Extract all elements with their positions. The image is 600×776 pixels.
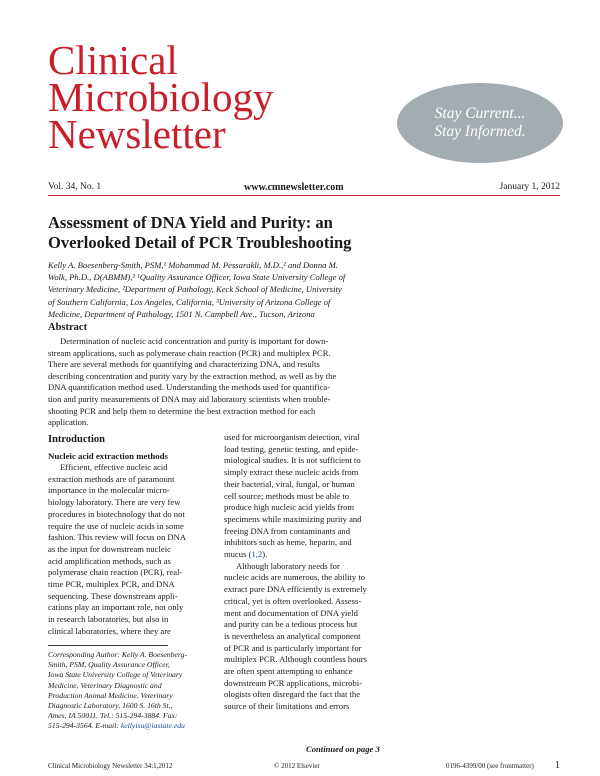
body-line: Although laboratory needs for [236,560,340,571]
body-line: simply extract these nucleic acids from [224,467,359,478]
body-line: fashion. This review will focus on DNA [48,532,187,543]
body-line: in research laboratories, but also in [48,614,169,625]
abstract-line: stream applications, such as polymerase chain reaction (PCR) and multiplex PCR. [48,347,331,358]
correspondence-line: Ames, IA 50011. Tel.: 515-294-3884. Fax: [48,711,178,721]
body-line: nucleic acids are numerous, the ability to [224,572,366,583]
body-column-left [48,462,216,638]
author-line: Wolk, Ph.D., D(ABMM),³ ¹Quality Assurance Officer, Iowa State University College of [48,272,346,283]
body-line: Efficient, effective nucleic acid [60,462,168,472]
body-line: multiplex PCR. Although countless hours [224,654,367,665]
body-line: importance in the molecular micro- [48,485,170,496]
body-line: clinical laboratories, where they are [48,625,171,636]
body-line: and purity can be a tedious process but [224,619,358,630]
intro-heading: Introduction [48,434,105,445]
masthead-title [48,37,348,157]
body-line: is nevertheless an analytical component [224,630,361,641]
abstract-line: tion and purity measurements of DNA may aid laboratory scientists when trouble- [48,393,331,404]
body-line: are often spent attempting to enhance [224,666,353,677]
body-line: produce high nucleic acid yields from [224,502,355,513]
body-line: miological studies. It is not sufficient to [224,455,361,466]
footnote-divider [48,645,168,646]
body-line: as the input for downstream nucleic [48,543,171,554]
correspondence-line: Diagnostic Laboratory, 1600 S. 16th St., [48,701,173,711]
tagline-line: Stay Informed. [434,123,526,140]
tagline-badge [397,83,563,163]
citation-link[interactable]: 1,2 [251,549,263,560]
author-line: Veterinary Medicine, ²Department of Pathology, Keck School of Medicine, University [48,284,342,295]
issue-date: January 1, 2012 [499,182,560,192]
correspondence-line [48,721,218,731]
article-title [48,213,378,253]
correspondence-prefix: 515-294-3564. E-mail: [48,721,121,731]
footer-issn: 0196-4399/00 (see frontmatter) [446,762,534,770]
body-line: source of their limitations and errors [224,701,350,712]
body-line: extract pure DNA efficiently is extremely [224,584,367,595]
issue-bar [48,178,560,196]
body-line: cell source; methods must be able to [224,490,350,501]
body-line: critical, yet is often overlooked. Assess- [224,595,362,606]
body-line: used for microorganism detection, viral [224,432,360,442]
body-line: downstream PCR applications, microbi- [224,677,362,688]
body-line: ment and documentation of DNA yield [224,607,358,618]
body-line: polymerase chain reaction (PCR), real- [48,567,183,578]
body-line: acid amplification methods, such as [48,555,171,566]
correspondence-line: Medicine, Veterinary Diagnostic and [48,680,162,690]
correspondence-line: Corresponding Author: Kelly A. Boesenberg- [48,650,188,659]
title-line: Overlooked Detail of PCR Troubleshooting [48,233,352,252]
abstract-line: Determination of nucleic acid concentration and purity is important for down- [60,336,329,346]
citation-prefix: mucus ( [224,549,252,560]
body-line: specimens while maximizing purity and [224,513,362,524]
correspondence-line: Production Animal Medicine, Veterinary [48,690,173,700]
body-line: load testing, genetic testing, and epide- [224,443,359,454]
body-line: biology laboratory. There are very few [48,497,181,508]
website-link[interactable]: www.cmnewsletter.com [244,182,344,193]
author-block [48,259,388,320]
abstract-text [48,336,388,429]
masthead-line: Newsletter [48,111,226,157]
abstract-line: application. [48,417,89,428]
correspondence-line: Smith, PSM, Quality Assurance Officer, [48,660,170,670]
citation-line [224,549,392,561]
abstract-line: There are several methods for quantifying and characterizing DNA, and results [48,359,320,370]
body-line: sequencing. These downstream appli- [48,590,178,601]
body-line: ologists often disregard the fact that the [224,689,361,700]
author-line: Kelly A. Boesenberg-Smith, PSM,¹ Mohammad M. Pessarakli, M.D.,² and Donna M. [48,260,338,270]
body-line: inhibitors such as heme, heparin, and [224,537,352,548]
tagline-line: Stay Current... [434,105,526,122]
footer-citation: Clinical Microbiology Newsletter 34:1,2012 [48,762,173,770]
body-column-right [224,432,392,713]
title-line: Assessment of DNA Yield and Purity: an [48,213,333,232]
author-line: of Southern California, Los Angeles, California, ³University of Arizona College of [48,296,331,307]
correspondence-note [48,650,218,732]
body-line: cations play an important role, not only [48,602,184,613]
footer-copyright: © 2012 Elsevier [274,762,320,770]
volume-label: Vol. 34, No. 1 [48,182,102,192]
abstract-line: shooting PCR and help them to determine the best extraction method for each [48,405,316,416]
body-line: extraction methods are of paramount [48,473,175,484]
abstract-heading: Abstract [48,322,88,333]
body-line: freeing DNA from contaminants and [224,525,351,536]
email-link[interactable]: kellyisu@iastate.edu [120,721,185,731]
page-number: 1 [555,760,560,771]
body-line: time PCR, multiplex PCR, and DNA [48,579,175,590]
abstract-line: DNA quantification method used. Understanding the methods used for quantifica- [48,382,331,393]
body-line: require the use of nucleic acids in some [48,520,184,531]
correspondence-line: Iowa State University College of Veterinary [48,670,183,680]
citation-suffix: ). [262,549,268,560]
masthead-line: Clinical [48,37,178,83]
page-footer [48,760,560,774]
body-line: of PCR and is particularly important for [224,642,362,653]
abstract-line: describing concentration and purity vary by the extraction method, as well as by the [48,370,337,381]
subheading: Nucleic acid extraction methods [48,451,168,461]
author-line: Medicine, Department of Pathology, 1501 N. Campbell Ave., Tucson, Arizona [48,308,315,319]
body-line: procedures in biotechnology that do not [48,508,185,519]
continued-link[interactable]: Continued on page 3 [306,744,380,754]
masthead-line: Microbiology [48,74,274,120]
body-line: their bacterial, viral, fungal, or human [224,478,355,489]
